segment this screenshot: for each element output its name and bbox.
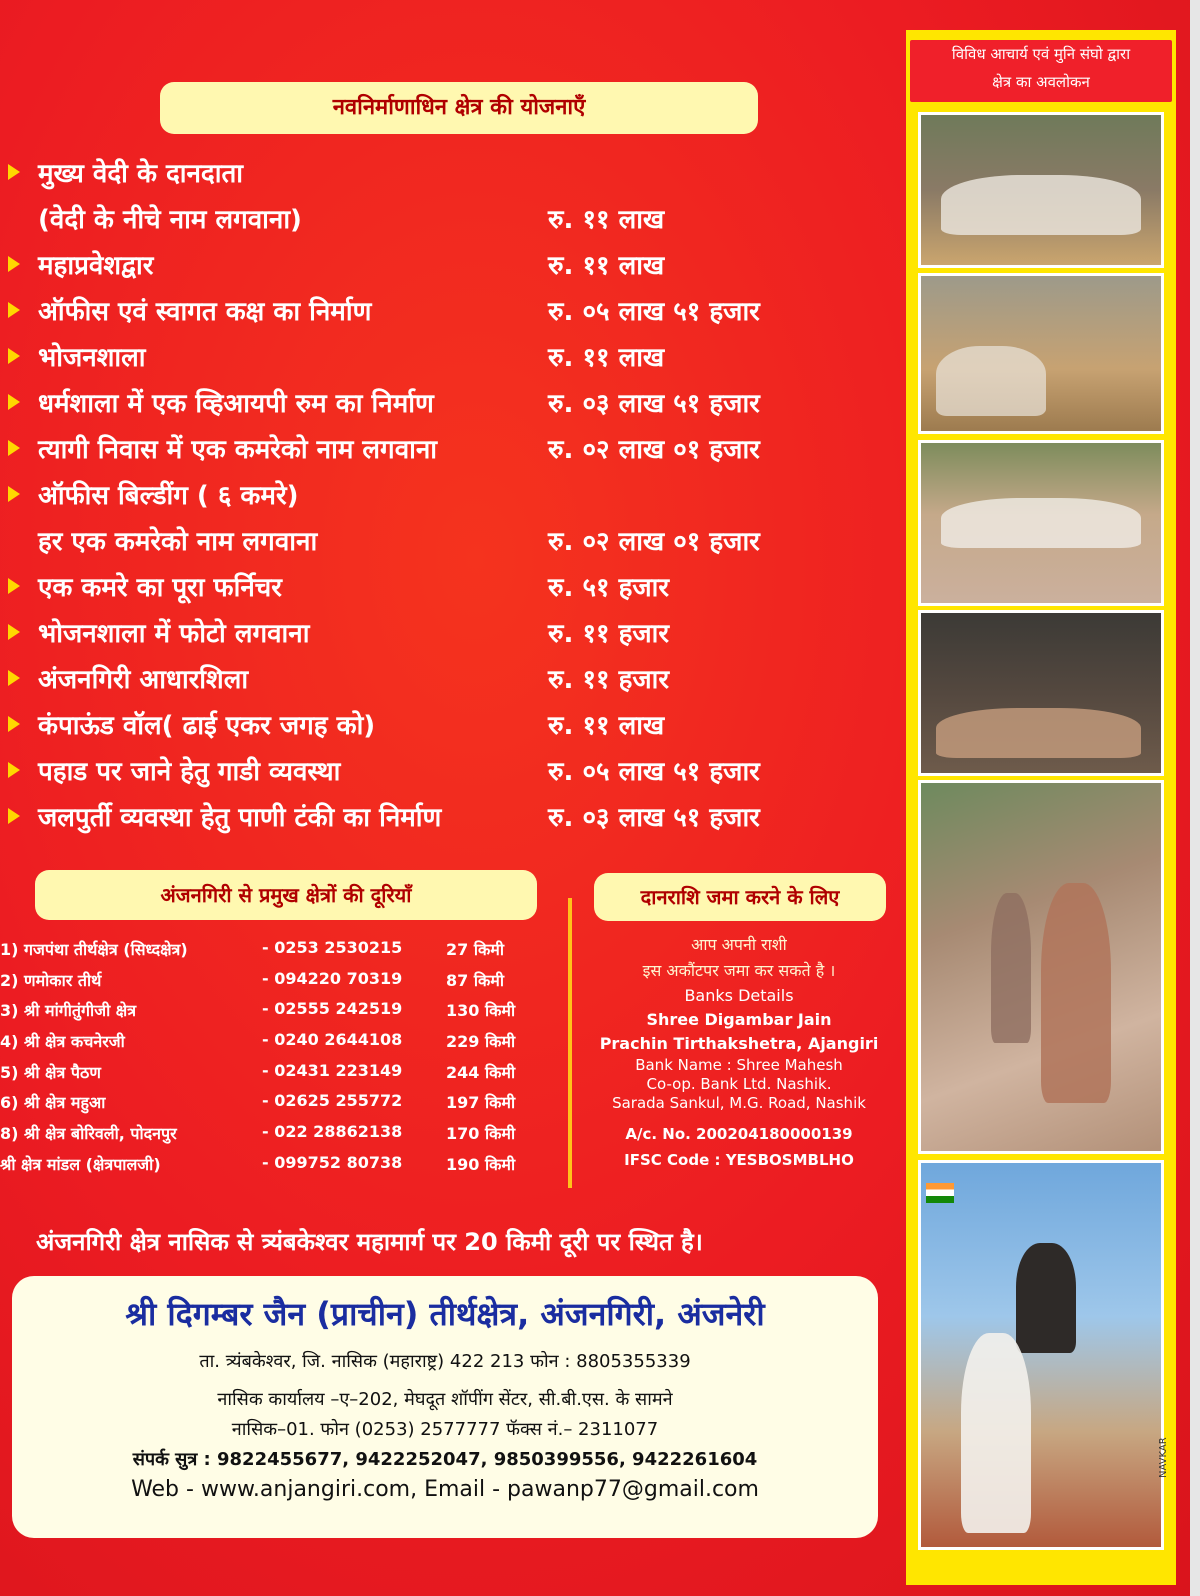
- bullet-arrow-icon: [8, 762, 20, 778]
- distance-place: श्री क्षेत्र मांडल (क्षेत्रपालजी): [0, 1154, 161, 1174]
- distance-km: 244 किमी: [446, 1062, 516, 1082]
- plan-label: ऑफीस बिल्डींग ( ६ कमरे): [38, 481, 299, 511]
- footer-contacts: संपर्क सुत्र : 9822455677, 9422252047, 9850399556, 9422261604: [132, 1449, 758, 1470]
- distance-place: 5) श्री क्षेत्र पैठण: [0, 1062, 101, 1082]
- distance-km: 170 किमी: [446, 1124, 516, 1144]
- photo-group-monks: [918, 112, 1164, 268]
- distance-row: [0, 1030, 540, 1061]
- plan-label: ऑफीस एवं स्वागत कक्ष का निर्माण: [38, 297, 372, 327]
- plan-label: एक कमरे का पूरा फर्निचर: [38, 573, 282, 603]
- bank-details-label: Banks Details: [684, 986, 794, 1005]
- distance-phone: - 02431 223149: [262, 1060, 403, 1080]
- plan-label: अंजनगिरी आधारशिला: [38, 665, 249, 695]
- plan-label: मुख्य वेदी के दानदाता: [38, 159, 244, 189]
- plan-amount: रु. ११ हजार: [548, 665, 670, 695]
- plan-row: [0, 288, 900, 334]
- distance-phone: - 0253 2530215: [262, 938, 403, 957]
- plan-row: [0, 748, 900, 794]
- distance-place: 6) श्री क्षेत्र महुआ: [0, 1093, 106, 1113]
- account-number: A/c. No. 200204180000139: [625, 1125, 853, 1143]
- footer-web[interactable]: Web - www.anjangiri.com, Email - pawanp77@gmail.com: [131, 1477, 759, 1502]
- plan-amount: रु. ०५ लाख ५१ हजार: [548, 297, 760, 327]
- bullet-arrow-icon: [8, 164, 20, 180]
- distances-header: अंजनगिरी से प्रमुख क्षेत्रों की दूरियाँ: [35, 870, 537, 920]
- distance-place: 3) श्री मांगीतुंगीजी क्षेत्र: [0, 1001, 137, 1021]
- plan-row: [0, 794, 900, 840]
- plan-row: [0, 426, 900, 472]
- distance-phone: - 02625 255772: [262, 1091, 403, 1111]
- account-name-2: Prachin Tirthakshetra, Ajangiri: [599, 1034, 879, 1053]
- bank-details: [572, 932, 906, 1173]
- photo-monks-walking: [918, 780, 1164, 1154]
- plan-amount: रु. ११ हजार: [548, 619, 670, 649]
- plans-header: नवनिर्माणाधिन क्षेत्र की योजनाएँ: [160, 82, 758, 134]
- plan-amount: रु. ०३ लाख ५१ हजार: [548, 389, 760, 419]
- distance-place: 2) णमोकार तीर्थ: [0, 970, 102, 990]
- bullet-arrow-icon: [8, 716, 20, 732]
- distance-km: 190 किमी: [446, 1154, 516, 1174]
- donation-header: दानराशि जमा करने के लिए: [594, 873, 886, 921]
- distance-row: [0, 969, 540, 1000]
- bullet-arrow-icon: [8, 578, 20, 594]
- footer-office: नासिक कार्यालय –ए–202, मेघदूत शॉपींग सेंटर, सी.बी.एस. के सामने: [217, 1389, 673, 1410]
- bank-name-2: Co-op. Bank Ltd. Nashik.: [646, 1075, 832, 1093]
- plan-label: पहाड पर जाने हेतु गाडी व्यवस्था: [38, 757, 341, 787]
- plan-amount: रु. ११ लाख: [548, 205, 665, 235]
- distance-row: [0, 1122, 540, 1153]
- plan-row: [0, 334, 900, 380]
- printer-credit: NAVKAR: [1158, 1437, 1169, 1478]
- plan-row: [0, 196, 900, 242]
- plan-row: [0, 656, 900, 702]
- bullet-arrow-icon: [8, 394, 20, 410]
- distance-km: 229 किमी: [446, 1032, 516, 1052]
- distance-phone: - 099752 80738: [262, 1152, 403, 1172]
- plan-row: [0, 150, 900, 196]
- distance-km: 27 किमी: [446, 940, 504, 959]
- photo-hill-site: [918, 273, 1164, 434]
- bullet-arrow-icon: [8, 440, 20, 456]
- plans-list: [0, 150, 900, 840]
- sidebar-heading-line-1: विविध आचार्य एवं मुनि संघो द्वारा: [951, 45, 1131, 63]
- plan-row: [0, 702, 900, 748]
- photo-cave-gathering: [918, 610, 1164, 776]
- plan-amount: रु. ५१ हजार: [548, 573, 670, 603]
- plan-amount: रु. ११ लाख: [548, 343, 665, 373]
- plan-row: [0, 472, 900, 518]
- plan-label: जलपुर्ती व्यवस्था हेतु पाणी टंकी का निर्माण: [38, 803, 442, 833]
- plan-amount: रु. ११ लाख: [548, 251, 665, 281]
- footer-box: [12, 1276, 878, 1538]
- plan-amount: रु. ०५ लाख ५१ हजार: [548, 757, 760, 787]
- distance-row: [0, 999, 540, 1030]
- bank-name: Bank Name : Shree Mahesh: [635, 1056, 843, 1074]
- sidebar-heading: [910, 40, 1172, 102]
- distance-km: 197 किमी: [446, 1093, 516, 1113]
- plan-label: धर्मशाला में एक व्हिआयपी रुम का निर्माण: [38, 389, 434, 419]
- footer-office-phone: नासिक–01. फोन (0253) 2577777 फॅक्स नं.– 2311077: [231, 1419, 659, 1440]
- distance-phone: - 02555 242519: [262, 999, 403, 1019]
- plan-label: महाप्रवेशद्वार: [38, 251, 154, 281]
- plan-label: (वेदी के नीचे नाम लगवाना): [38, 205, 302, 235]
- plan-label: कंपाऊंड वॉल( ढाई एकर जगह को): [38, 711, 376, 741]
- bullet-arrow-icon: [8, 256, 20, 272]
- location-note: अंजनगिरी क्षेत्र नासिक से त्र्यंबकेश्वर महामार्ग पर 20 किमी दूरी पर स्थित है।: [36, 1228, 703, 1256]
- bullet-arrow-icon: [8, 302, 20, 318]
- donation-line-2: इस अकौंटपर जमा कर सकते है ।: [642, 961, 836, 980]
- photo-discourse: [918, 440, 1164, 606]
- plan-row: [0, 610, 900, 656]
- bullet-arrow-icon: [8, 808, 20, 824]
- distance-place: 1) गजपंथा तीर्थक्षेत्र (सिध्दक्षेत्र): [0, 940, 188, 959]
- bullet-arrow-icon: [8, 624, 20, 640]
- plan-amount: रु. ०२ लाख ०१ हजार: [548, 527, 760, 557]
- plan-row: [0, 564, 900, 610]
- distance-row: [0, 1153, 540, 1184]
- distance-row: [0, 938, 540, 969]
- ifsc-code: IFSC Code : YESBOSMBLHO: [624, 1151, 854, 1169]
- distance-phone: - 022 28862138: [262, 1122, 403, 1142]
- distance-place: 8) श्री क्षेत्र बोरिवली, पोदनपुर: [0, 1124, 177, 1144]
- footer-title: श्री दिगम्बर जैन (प्राचीन) तीर्थक्षेत्र, अंजनगिरी, अंजनेरी: [125, 1295, 765, 1333]
- donation-line-1: आप अपनी राशी: [691, 935, 787, 954]
- distance-km: 130 किमी: [446, 1001, 516, 1021]
- bank-address: Sarada Sankul, M.G. Road, Nashik: [612, 1094, 866, 1112]
- distance-place: 4) श्री क्षेत्र कचनेरजी: [0, 1032, 125, 1052]
- distances-table: [0, 938, 540, 1184]
- plan-label: त्यागी निवास में एक कमरेको नाम लगवाना: [38, 435, 438, 465]
- bullet-arrow-icon: [8, 486, 20, 502]
- sidebar-heading-line-2: क्षेत्र का अवलोकन: [992, 73, 1090, 91]
- plan-label: हर एक कमरेको नाम लगवाना: [38, 527, 318, 557]
- bullet-arrow-icon: [8, 670, 20, 686]
- account-name-1: Shree Digambar Jain: [646, 1010, 832, 1029]
- plan-row: [0, 242, 900, 288]
- distance-row: [0, 1091, 540, 1122]
- plan-row: [0, 380, 900, 426]
- bullet-arrow-icon: [8, 348, 20, 364]
- distance-row: [0, 1061, 540, 1092]
- footer-address: ता. त्र्यंबकेश्वर, जि. नासिक (महाराष्ट्र) 422 213 फोन : 8805355339: [199, 1351, 691, 1372]
- photo-statue-stairs: [918, 1160, 1164, 1550]
- plan-label: भोजनशाला: [38, 343, 146, 373]
- plan-row: [0, 518, 900, 564]
- distance-km: 87 किमी: [446, 970, 504, 990]
- plan-amount: रु. ११ लाख: [548, 711, 665, 741]
- plan-amount: रु. ०३ लाख ५१ हजार: [548, 803, 760, 833]
- plan-label: भोजनशाला में फोटो लगवाना: [38, 619, 310, 649]
- distance-phone: - 094220 70319: [262, 968, 403, 988]
- distance-phone: - 0240 2644108: [262, 1030, 403, 1050]
- plan-amount: रु. ०२ लाख ०१ हजार: [548, 435, 760, 465]
